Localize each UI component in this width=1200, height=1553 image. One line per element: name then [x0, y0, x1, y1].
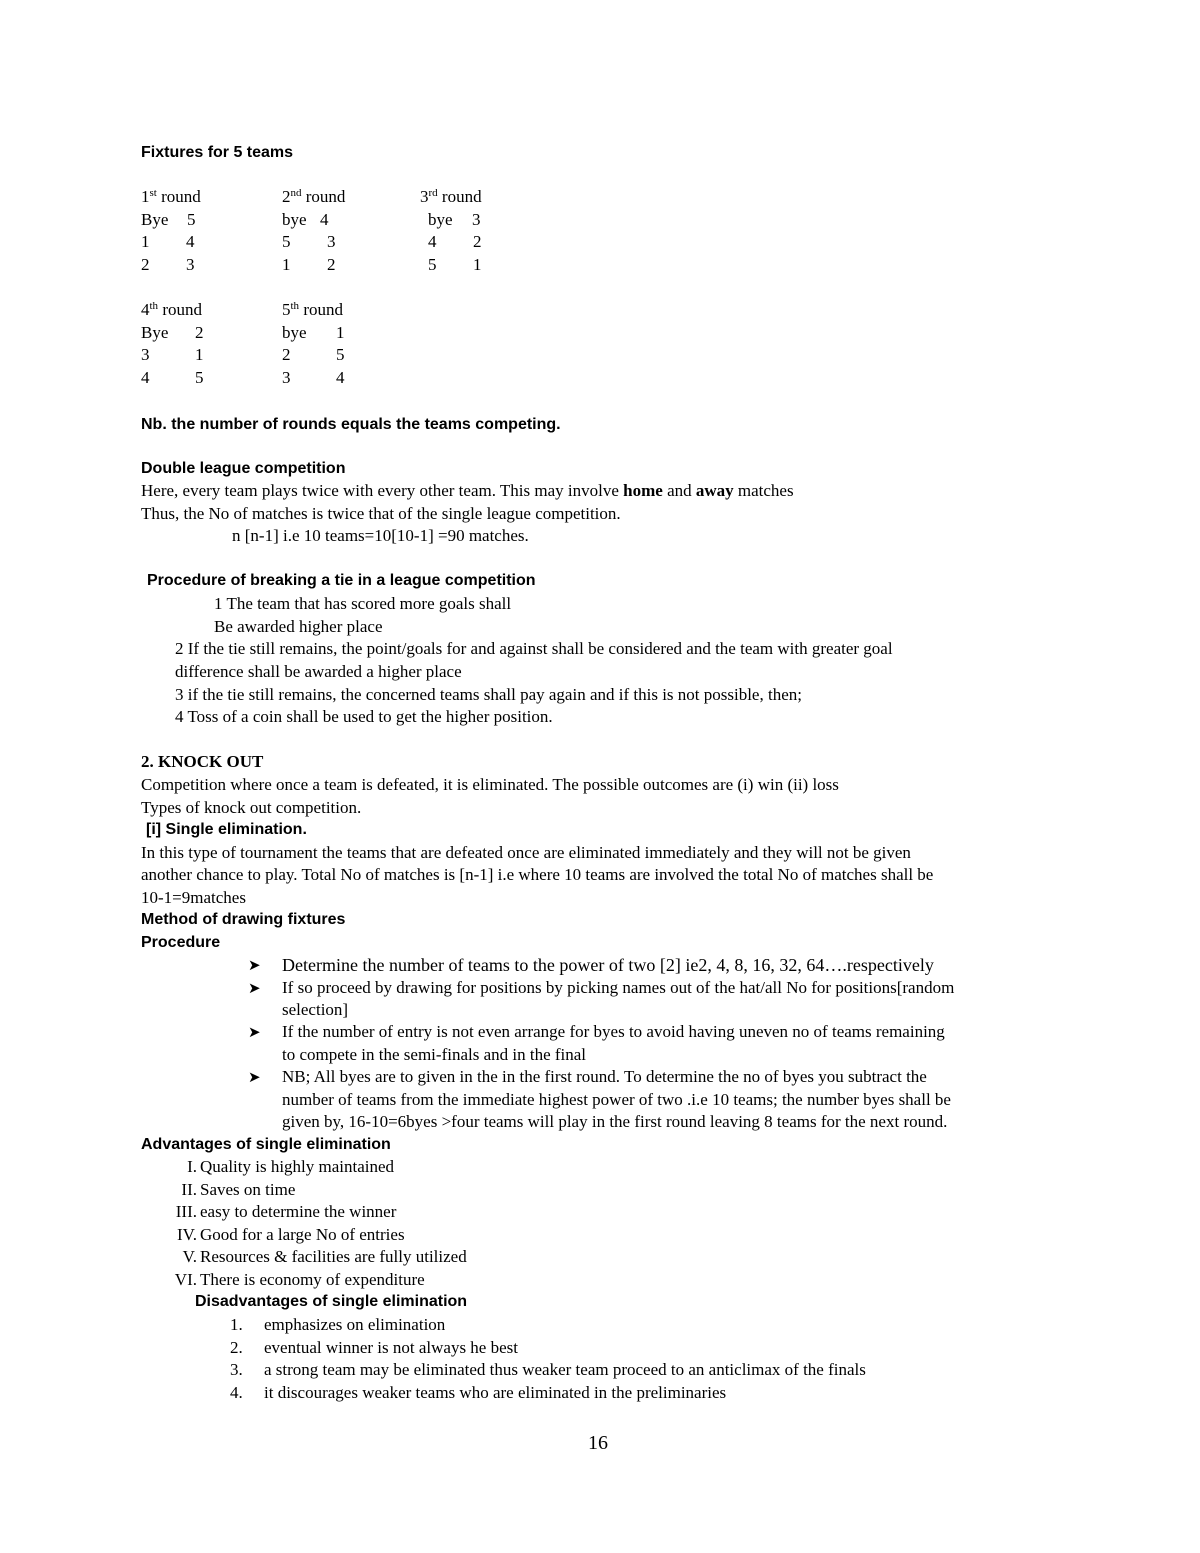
procedure-item-continued: number of teams from the immediate highest power of two .i.e 10 teams; the number byes shall be — [282, 1090, 951, 1109]
round-1-match-2-away: 3 — [186, 255, 195, 274]
disadvantage-number: 4. — [230, 1383, 243, 1402]
procedure-item: If so proceed by drawing for positions by picking names out of the hat/all No for positions[random — [282, 978, 955, 997]
disadvantage-text: it discourages weaker teams who are eliminated in the preliminaries — [264, 1383, 727, 1402]
advantage-text: Saves on time — [200, 1180, 296, 1199]
round-4-match-1-away: 1 — [195, 345, 204, 364]
round-1-match-2-home: 2 — [141, 255, 150, 274]
procedure-heading: Procedure — [141, 934, 221, 951]
advantage-text: Good for a large No of entries — [200, 1225, 405, 1244]
disadvantage-text: eventual winner is not always he best — [264, 1338, 518, 1357]
arrowhead-bullet-icon: ➤ — [248, 956, 261, 974]
tie-break-heading: Procedure of breaking a tie in a league competition — [147, 572, 536, 589]
disadvantage-text: a strong team may be eliminated thus weaker team proceed to an anticlimax of the finals — [264, 1360, 866, 1379]
round-4-bye-label: Bye — [141, 323, 169, 342]
round-3-bye-label: bye — [428, 210, 453, 229]
round-4-bye-team: 2 — [195, 323, 204, 342]
procedure-item-continued: to compete in the semi-finals and in the final — [282, 1045, 587, 1064]
advantage-text: There is economy of expenditure — [200, 1270, 425, 1289]
advantage-number: I. — [187, 1157, 197, 1176]
round-2-match-2-away: 2 — [327, 255, 336, 274]
round-2-match-1-away: 3 — [327, 232, 336, 251]
arrowhead-bullet-icon: ➤ — [248, 1023, 261, 1041]
round-2-bye-team: 4 — [320, 210, 329, 229]
round-2-label: 2nd round — [282, 187, 346, 206]
tie-break-line: 1 The team that has scored more goals shall — [214, 594, 512, 613]
disadvantages-heading: Disadvantages of single elimination — [195, 1293, 468, 1310]
procedure-item: NB; All byes are to given in the in the first round. To determine the no of byes you subtract the — [282, 1067, 927, 1086]
round-4-match-1-home: 3 — [141, 345, 150, 364]
round-5-bye-label: bye — [282, 323, 307, 342]
advantage-number: V. — [182, 1247, 197, 1266]
tie-break-line: 2 If the tie still remains, the point/goals for and against shall be considered and the team with greater goal — [175, 639, 893, 658]
tie-break-line: difference shall be awarded a higher place — [175, 662, 462, 681]
round-2-match-2-home: 1 — [282, 255, 291, 274]
advantage-number: III. — [175, 1202, 197, 1221]
round-4-match-2-home: 4 — [141, 368, 150, 387]
advantages-heading: Advantages of single elimination — [141, 1136, 391, 1153]
round-2-bye-label: bye — [282, 210, 307, 229]
double-league-formula: n [n-1] i.e 10 teams=10[10-1] =90 matches. — [232, 526, 529, 545]
round-1-bye-label: Bye — [141, 210, 169, 229]
round-1-match-1-away: 4 — [186, 232, 195, 251]
round-2-match-1-home: 5 — [282, 232, 291, 251]
round-1-match-1-home: 1 — [141, 232, 150, 251]
tie-break-line: 4 Toss of a coin shall be used to get the higher position. — [175, 707, 553, 726]
disadvantage-number: 3. — [230, 1360, 243, 1379]
knockout-intro: Competition where once a team is defeated, it is eliminated. The possible outcomes are (i) win (ii) loss — [141, 775, 839, 794]
round-4-label: 4th round — [141, 300, 202, 319]
single-elimination-heading: [i] Single elimination. — [146, 821, 307, 838]
procedure-item-continued: selection] — [282, 1000, 349, 1019]
round-3-match-2-home: 5 — [428, 255, 437, 274]
round-5-match-2-away: 4 — [336, 368, 345, 387]
double-league-line-1: Here, every team plays twice with every other team. This may involve home and away matches — [141, 481, 794, 500]
procedure-item: Determine the number of teams to the power of two [2] ie2, 4, 8, 16, 32, 64….respectively — [282, 955, 934, 975]
round-5-match-1-away: 5 — [336, 345, 345, 364]
tie-break-line: Be awarded higher place — [214, 617, 383, 636]
round-3-match-2-away: 1 — [473, 255, 482, 274]
knockout-types: Types of knock out competition. — [141, 798, 362, 817]
advantage-text: Resources & facilities are fully utilized — [200, 1247, 467, 1266]
single-elimination-body: another chance to play. Total No of matches is [n-1] i.e where 10 teams are involved the total No of matches shall be — [141, 865, 934, 884]
rounds-note: Nb. the number of rounds equals the teams competing. — [141, 416, 561, 433]
knockout-heading: 2. KNOCK OUT — [141, 752, 264, 771]
tie-break-line: 3 if the tie still remains, the concerned teams shall pay again and if this is not possible, then; — [175, 685, 802, 704]
single-elimination-body: 10-1=9matches — [141, 888, 246, 907]
fixtures-title: Fixtures for 5 teams — [141, 144, 294, 161]
disadvantage-text: emphasizes on elimination — [264, 1315, 446, 1334]
arrowhead-bullet-icon: ➤ — [248, 979, 261, 997]
advantage-number: VI. — [174, 1270, 197, 1289]
round-5-bye-team: 1 — [336, 323, 345, 342]
procedure-item-continued: given by, 16-10=6byes >four teams will play in the first round leaving 8 teams for the next round. — [282, 1112, 948, 1131]
advantage-text: Quality is highly maintained — [200, 1157, 395, 1176]
page-number: 16 — [588, 1432, 608, 1454]
round-3-match-1-away: 2 — [473, 232, 482, 251]
disadvantage-number: 1. — [230, 1315, 243, 1334]
method-heading: Method of drawing fixtures — [141, 911, 346, 928]
round-4-match-2-away: 5 — [195, 368, 204, 387]
disadvantage-number: 2. — [230, 1338, 243, 1357]
round-3-label: 3rd round — [420, 187, 482, 206]
procedure-item: If the number of entry is not even arrange for byes to avoid having uneven no of teams remaining — [282, 1022, 945, 1041]
advantage-text: easy to determine the winner — [200, 1202, 397, 1221]
advantage-number: IV. — [177, 1225, 197, 1244]
round-1-bye-team: 5 — [187, 210, 196, 229]
advantage-number: II. — [181, 1180, 197, 1199]
round-3-match-1-home: 4 — [428, 232, 437, 251]
round-5-match-2-home: 3 — [282, 368, 291, 387]
round-1-label: 1st round — [141, 187, 201, 206]
arrowhead-bullet-icon: ➤ — [248, 1068, 261, 1086]
double-league-heading: Double league competition — [141, 460, 346, 477]
round-5-label: 5th round — [282, 300, 343, 319]
round-5-match-1-home: 2 — [282, 345, 291, 364]
round-3-bye-team: 3 — [472, 210, 481, 229]
double-league-line-2: Thus, the No of matches is twice that of the single league competition. — [141, 504, 621, 523]
single-elimination-body: In this type of tournament the teams that are defeated once are eliminated immediately and they will not be given — [141, 843, 911, 862]
